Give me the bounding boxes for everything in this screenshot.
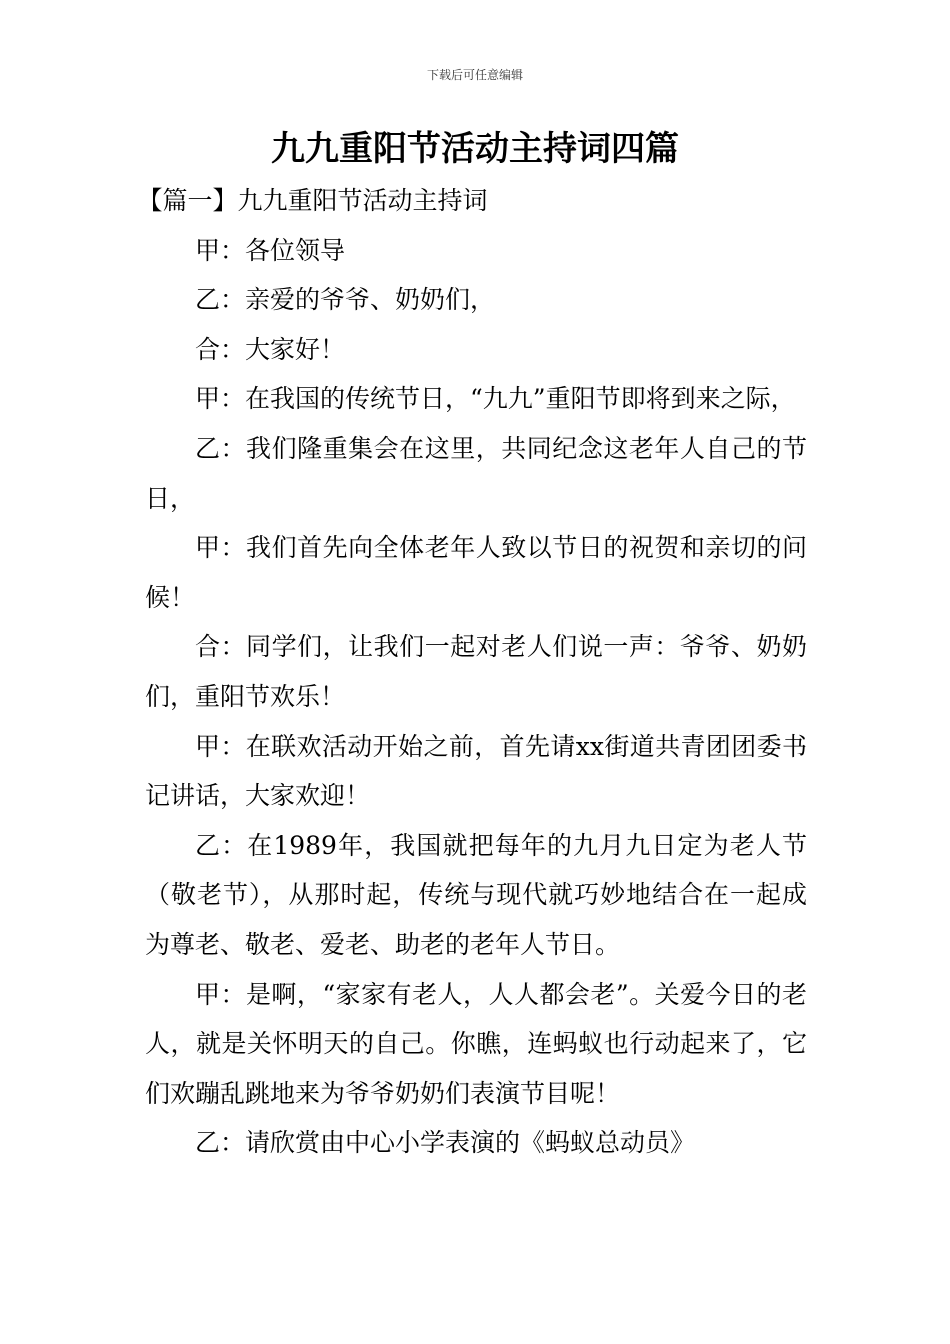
header-note: 下载后可任意编辑 (426, 68, 523, 82)
paragraph: 甲：是啊，“家家有老人，人人都会老”。关爱今日的老人，就是关怀明天的自己。你瞧，连蚂蚁也行动起来了，它们欢蹦乱跳地来为爷爷奶奶们表演节目呢！ (145, 979, 807, 1108)
paragraph: 合：同学们，让我们一起对老人们说一声：爷爷、奶奶们，重阳节欢乐！ (145, 632, 807, 711)
document-title: 九九重阳节活动主持词四篇 (271, 129, 679, 169)
paragraph: 乙：在1989年，我国就把每年的九月九日定为老人节（敬老节），从那时起，传统与现代就巧妙地结合在一起成为尊老、敬老、爱老、助老的老年人节日。 (145, 830, 807, 959)
document-body (137, 176, 807, 1168)
paragraph: 乙：亲爱的爷爷、奶奶们， (195, 285, 496, 315)
paragraph: 甲：在联欢活动开始之前，首先请xx街道共青团团委书记讲话，大家欢迎！ (145, 731, 807, 811)
section-heading: 【篇一】九九重阳节活动主持词 (137, 186, 488, 215)
paragraph: 乙：请欣赏由中心小学表演的《蚂蚁总动员》 (195, 1128, 696, 1158)
paragraph: 乙：我们隆重集会在这里，共同纪念这老年人自己的节日， (145, 433, 807, 513)
paragraph: 合：大家好！ (195, 334, 346, 364)
paragraph: 甲：各位领导 (195, 235, 346, 265)
paragraph: 甲：在我国的传统节日，“九九”重阳节即将到来之际， (195, 384, 796, 414)
paragraph: 甲：我们首先向全体老年人致以节日的祝贺和亲切的问候！ (145, 533, 807, 612)
